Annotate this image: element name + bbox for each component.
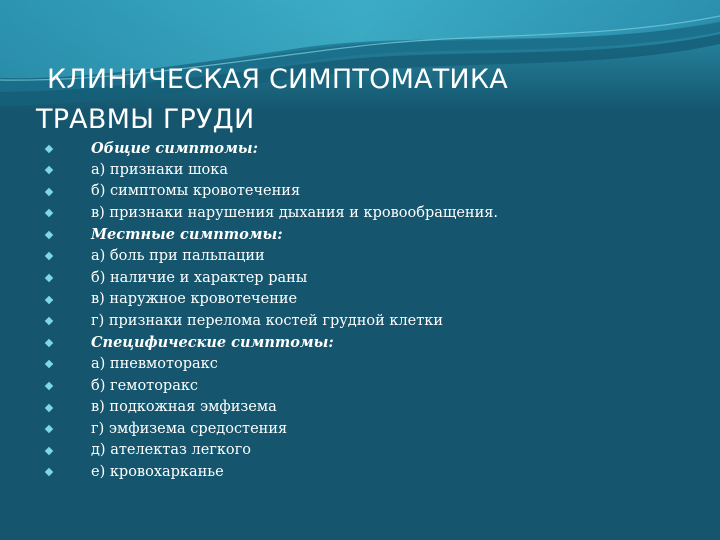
list-item-text: г) признаки перелома костей грудной клетки xyxy=(91,312,444,329)
symptom-list xyxy=(46,138,498,484)
list-item xyxy=(46,224,498,246)
list-item xyxy=(46,462,498,484)
list-item-text: б) симптомы кровотечения xyxy=(91,183,301,200)
slide-title-line1: КЛИНИЧЕСКАЯ СИМПТОМАТИКА xyxy=(47,64,508,95)
diamond-bullet-icon xyxy=(45,360,53,368)
list-item-text: б) наличие и характер раны xyxy=(91,269,308,286)
list-item xyxy=(46,397,498,419)
list-item-text: в) подкожная эмфизема xyxy=(91,399,277,416)
slide-title-line2: ТРАВМЫ ГРУДИ xyxy=(36,104,255,135)
list-item-text: а) боль при пальпации xyxy=(91,247,265,264)
diamond-bullet-icon xyxy=(45,468,53,476)
list-item-text: Общие симптомы: xyxy=(91,140,258,157)
list-item xyxy=(46,419,498,441)
diamond-bullet-icon xyxy=(45,425,53,433)
list-item xyxy=(46,354,498,376)
diamond-bullet-icon xyxy=(45,339,53,347)
list-item-text: Местные симптомы: xyxy=(91,226,283,244)
list-item xyxy=(46,376,498,398)
diamond-bullet-icon xyxy=(45,187,53,195)
list-item-text: б) гемоторакс xyxy=(91,377,199,394)
diamond-bullet-icon xyxy=(45,231,53,239)
list-item xyxy=(46,203,498,225)
diamond-bullet-icon xyxy=(45,274,53,282)
diamond-bullet-icon xyxy=(45,166,53,174)
diamond-bullet-icon xyxy=(45,144,53,152)
list-item-text: Специфические симптомы: xyxy=(91,334,334,352)
list-item xyxy=(46,311,498,333)
diamond-bullet-icon xyxy=(45,295,53,303)
slide-title xyxy=(36,60,676,140)
diamond-bullet-icon xyxy=(45,447,53,455)
list-item-text: г) эмфизема средостения xyxy=(91,420,288,437)
list-item-text: е) кровохарканье xyxy=(91,463,224,480)
list-item xyxy=(46,160,498,182)
list-item xyxy=(46,246,498,268)
list-item xyxy=(46,332,498,354)
list-item-text: а) пневмоторакс xyxy=(91,355,218,372)
list-item xyxy=(46,289,498,311)
list-item xyxy=(46,181,498,203)
list-item-text: в) наружное кровотечение xyxy=(91,291,298,308)
list-item-text: а) признаки шока xyxy=(91,161,228,178)
diamond-bullet-icon xyxy=(45,317,53,325)
list-item xyxy=(46,440,498,462)
list-item xyxy=(46,138,498,160)
diamond-bullet-icon xyxy=(45,252,53,260)
list-item-text: д) ателектаз легкого xyxy=(91,442,251,459)
diamond-bullet-icon xyxy=(45,382,53,390)
list-item xyxy=(46,268,498,290)
diamond-bullet-icon xyxy=(45,403,53,411)
list-item-text: в) признаки нарушения дыхания и кровообращения. xyxy=(91,204,499,221)
diamond-bullet-icon xyxy=(45,209,53,217)
